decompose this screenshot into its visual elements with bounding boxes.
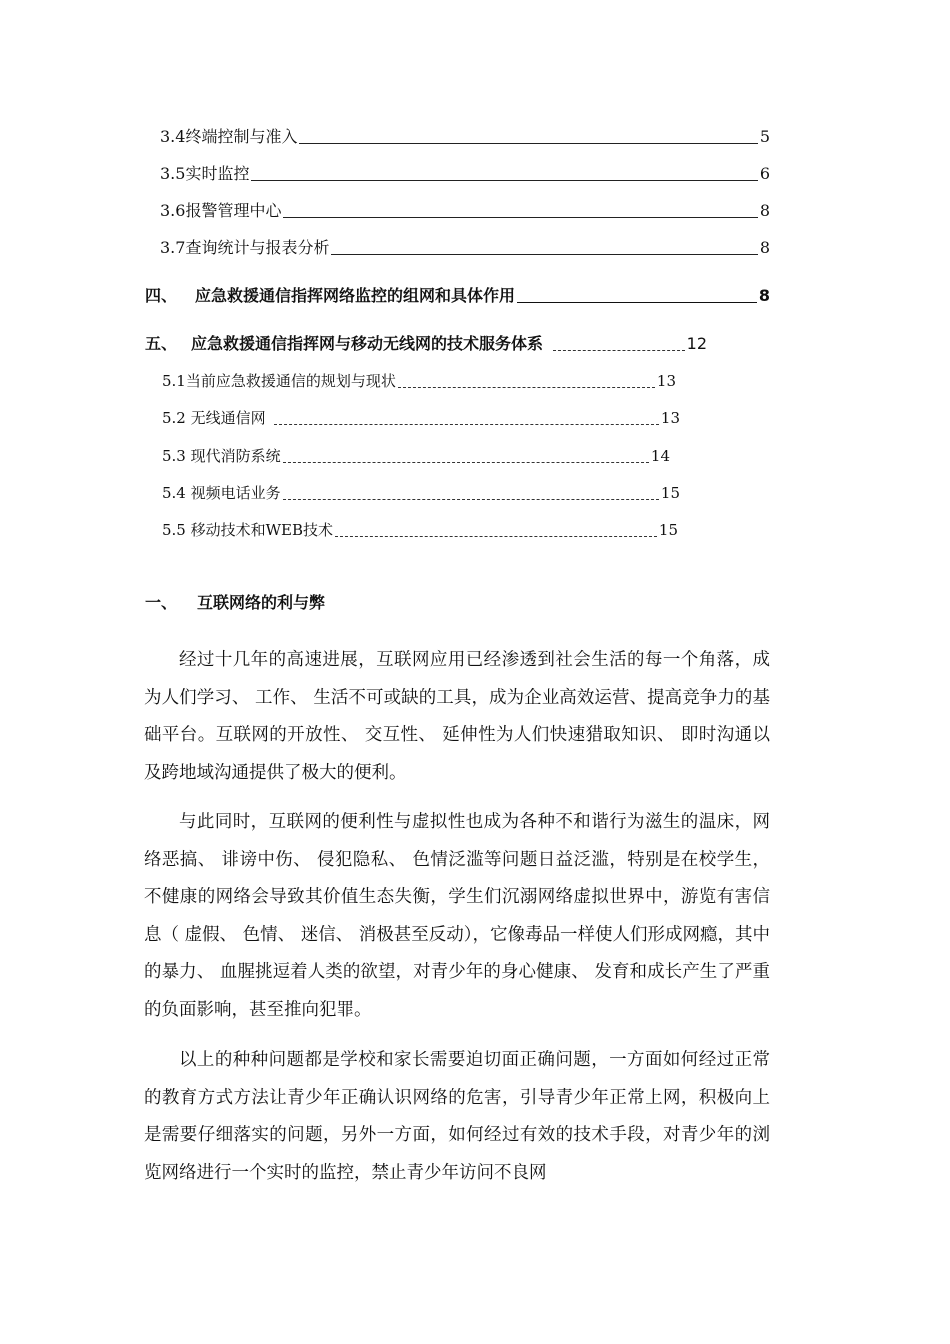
toc-leader <box>398 387 655 388</box>
toc-page-number: 13 <box>656 372 676 390</box>
body-paragraph: 与此同时，互联网的便利性与虚拟性也成为各种不和谐行为滋生的温床，网络恶搞、 诽谤中伤、 侵犯隐私、 色情泛滥等问题日益泛滥，特别是在校学生，不健康的网络会导致其价值生态失衡，学生们沉溺网络虚拟世界中，游览有害信息（ 虚假、 色情、 迷信、 消极甚至反动），它像毒品一样使人们形成网瘾，其中的暴力、 血腥挑逗着人类的欲望，对青少年的身心健康、 发育和成长产生了严重的负面影响，甚至推向犯罪。 <box>144 812 770 1020</box>
toc-leader <box>299 143 757 144</box>
toc-leader <box>331 254 757 255</box>
toc-chapter-number: 四、 <box>145 286 178 305</box>
toc-page-number: 8 <box>758 286 770 305</box>
toc-chapter-entry[interactable] <box>145 286 770 306</box>
toc-leader <box>283 462 649 463</box>
toc-leader <box>553 350 685 351</box>
section-title: 互联网络的利与弊 <box>197 593 326 612</box>
toc-entry-label: 3.6报警管理中心 <box>160 201 282 220</box>
toc-entry[interactable] <box>162 483 680 503</box>
toc-leader <box>251 180 757 181</box>
toc-page-number: 8 <box>759 238 770 257</box>
toc-entry[interactable] <box>160 164 770 184</box>
toc-chapter-number: 五、 <box>145 334 178 353</box>
toc-page-number: 12 <box>686 334 707 353</box>
toc-leader <box>283 217 757 218</box>
toc-entry-label: 3.5实时监控 <box>160 164 250 183</box>
toc-leader <box>517 302 757 303</box>
toc-entry[interactable] <box>162 371 676 391</box>
toc-entry-label: 3.4终端控制与准入 <box>160 127 298 146</box>
toc-entry-label: 应急救援通信指挥网与移动无线网的技术服务体系 <box>191 334 544 353</box>
toc-leader <box>283 499 659 500</box>
toc-leader <box>274 424 659 425</box>
section-heading <box>145 590 325 613</box>
toc-page-number: 15 <box>660 484 680 502</box>
toc-entry-label: 3.7查询统计与报表分析 <box>160 238 330 257</box>
body-paragraph: 经过十几年的高速进展，互联网应用已经渗透到社会生活的每一个角落，成为人们学习、 工作、 生活不可或缺的工具，成为企业高效运营、提高竞争力的基础平台。互联网的开放性、 交互性、 延伸性为人们快速猎取知识、 即时沟通以及跨地域沟通提供了极大的便利。 <box>144 650 770 783</box>
toc-entry[interactable] <box>160 127 770 147</box>
toc-entry[interactable] <box>162 446 670 466</box>
section-number: 一、 <box>145 593 178 612</box>
toc-chapter-entry[interactable] <box>145 334 707 354</box>
toc-entry-label: 5.1当前应急救援通信的规划与现状 <box>162 372 396 390</box>
toc-leader <box>335 536 657 537</box>
body-paragraph: 以上的种种问题都是学校和家长需要迫切面正确问题，一方面如何经过正常的教育方式方法让青少年正确认识网络的危害，引导青少年正常上网，积极向上是需要仔细落实的问题，另外一方面，如何经过有效的技术手段，对青少年的浏览网络进行一个实时的监控，禁止青少年访问不良网 <box>144 1050 770 1183</box>
toc-entry-label: 5.5 移动技术和WEB技术 <box>162 521 334 539</box>
toc-page-number: 13 <box>660 409 680 427</box>
toc-page-number: 15 <box>658 521 678 539</box>
toc-page-number: 6 <box>759 164 770 183</box>
toc-entry[interactable] <box>162 408 680 428</box>
toc-entry-label: 5.2 无线通信网 <box>162 409 266 427</box>
toc-page-number: 8 <box>759 201 770 220</box>
toc-entry-label: 5.4 视频电话业务 <box>162 484 281 502</box>
toc-entry[interactable] <box>160 201 770 221</box>
toc-entry[interactable] <box>160 238 770 258</box>
toc-entry-label: 5.3 现代消防系统 <box>162 447 281 465</box>
toc-page-number: 5 <box>759 127 770 146</box>
toc-page-number: 14 <box>650 447 670 465</box>
toc-entry[interactable] <box>162 520 678 540</box>
toc-entry-label: 应急救援通信指挥网络监控的组网和具体作用 <box>195 286 516 305</box>
